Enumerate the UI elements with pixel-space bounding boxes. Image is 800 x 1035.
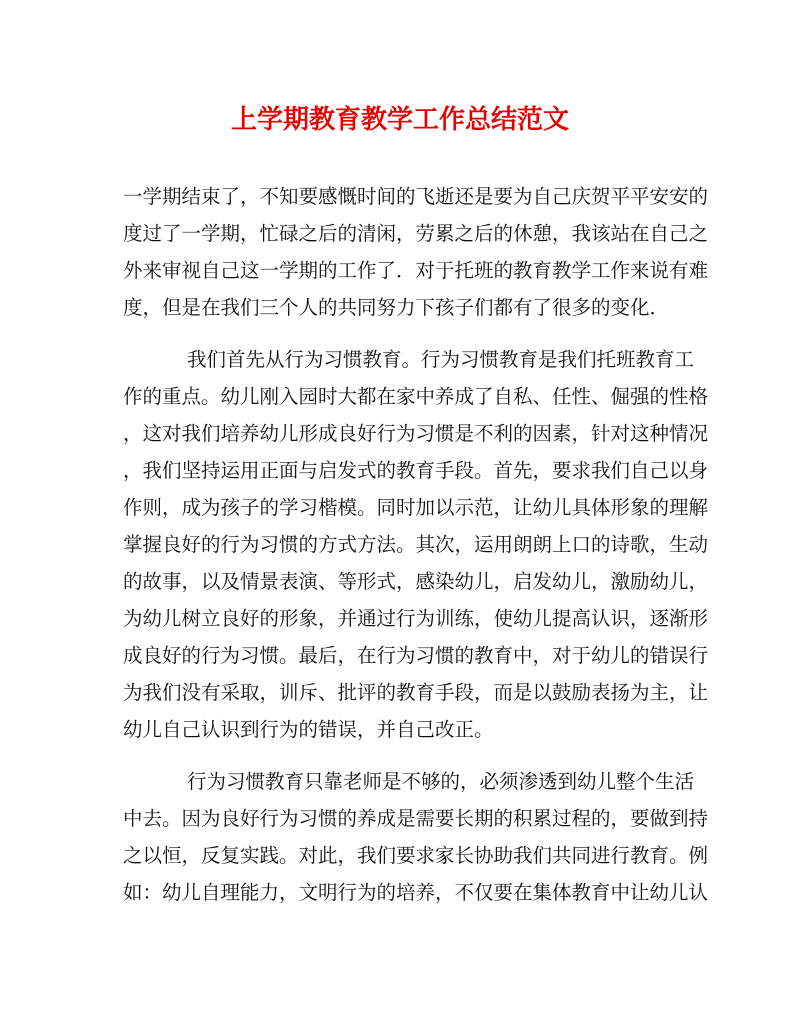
text-line: 之以恒，反复实践。对此，我们要求家长协助我们共同进行教育。例 [123, 844, 709, 867]
text-line: 成良好的行为习惯。最后，在行为习惯的教育中，对于幼儿的错误行 [123, 644, 709, 667]
text-line: 外来审视自己这一学期的工作了．对于托班的教育教学工作来说有难 [123, 259, 709, 282]
text-line: 幼儿自己认识到行为的错误，并自己改正。 [123, 718, 494, 741]
text-line: 作则，成为孩子的学习楷模。同时加以示范，让幼儿具体形象的理解 [123, 496, 709, 519]
document-body [123, 178, 709, 926]
text-line: 中去。因为良好行为习惯的养成是需要长期的积累过程的，要做到持 [123, 807, 709, 830]
paragraph-1 [123, 178, 709, 326]
text-line: 的故事，以及情景表演、等形式，感染幼儿，启发幼儿，激励幼儿， [123, 570, 709, 593]
text-line: 一学期结束了，不知要感慨时间的飞逝还是要为自己庆贺平平安安的 [123, 185, 709, 208]
text-line: 为幼儿树立良好的形象，并通过行为训练，使幼儿提高认识，逐渐形 [123, 607, 709, 630]
paragraph-2 [123, 341, 709, 748]
text-line: 度过了一学期，忙碌之后的清闲，劳累之后的休憩，我该站在自己之 [123, 222, 709, 245]
text-line: 掌握良好的行为习惯的方式方法。其次，运用朗朗上口的诗歌，生动 [123, 533, 709, 556]
document-title: 上学期教育教学工作总结范文 [230, 105, 569, 135]
text-line: 为我们没有采取，训斥、批评的教育手段，而是以鼓励表扬为主，让 [123, 681, 709, 704]
text-line-first: 行为习惯教育只靠老师是不够的，必须渗透到幼儿整个生活 [187, 770, 695, 793]
text-line: ，这对我们培养幼儿形成良好行为习惯是不利的因素，针对这种情况 [123, 422, 709, 445]
text-line-first: 我们首先从行为习惯教育。行为习惯教育是我们托班教育工 [187, 348, 695, 371]
text-line: 如：幼儿自理能力，文明行为的培养，不仅要在集体教育中让幼儿认 [123, 881, 709, 904]
paragraph-3 [123, 763, 709, 911]
text-line: 作的重点。幼儿刚入园时大都在家中养成了自私、任性、倔强的性格 [123, 385, 709, 408]
text-line: 度，但是在我们三个人的共同努力下孩子们都有了很多的变化． [123, 296, 670, 319]
text-line: ，我们坚持运用正面与启发式的教育手段。首先，要求我们自己以身 [123, 459, 709, 482]
